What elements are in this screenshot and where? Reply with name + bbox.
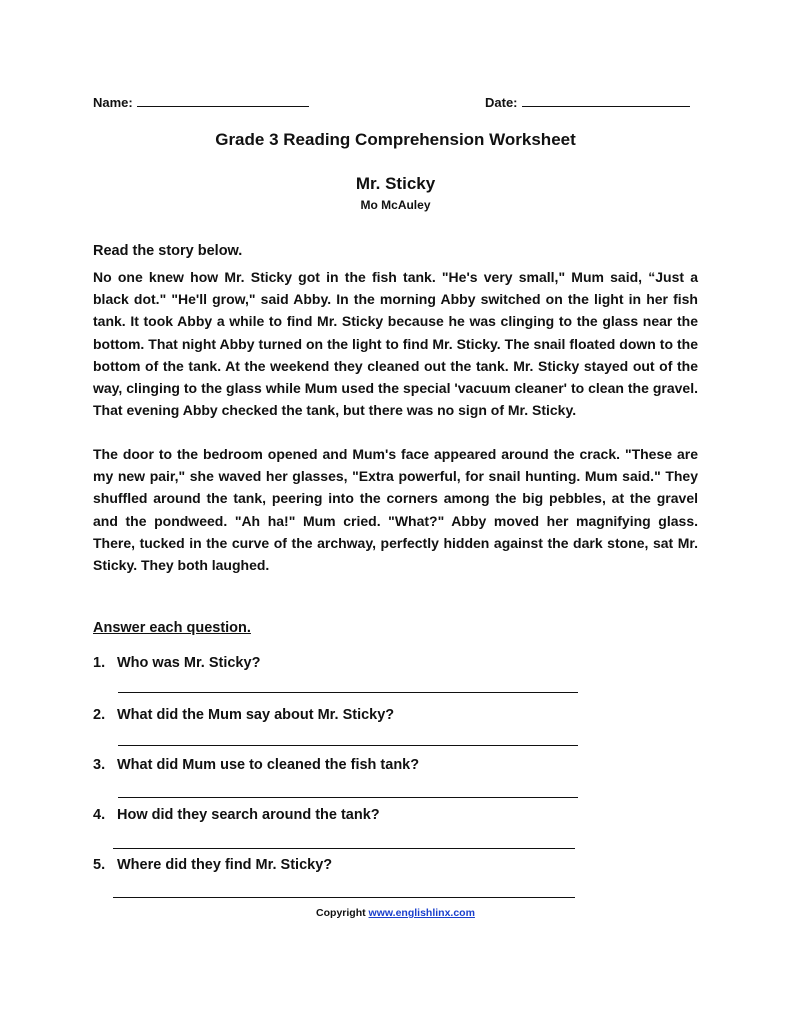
question-number: 5. (93, 857, 106, 873)
website-link[interactable]: www.englishlinx.com (368, 907, 475, 919)
date-blank-line[interactable] (522, 94, 690, 107)
question-5 (93, 857, 332, 873)
answer-line-2[interactable] (118, 745, 578, 746)
question-1 (93, 655, 260, 671)
question-text: What did the Mum say about Mr. Sticky? (117, 707, 395, 723)
answer-line-5[interactable] (113, 897, 575, 898)
question-number: 2. (93, 707, 106, 723)
question-number: 3. (93, 757, 106, 773)
date-label: Date: (485, 95, 518, 110)
question-text: Where did they find Mr. Sticky? (117, 857, 333, 873)
questions-heading: Answer each question. (93, 620, 251, 636)
question-text: Who was Mr. Sticky? (117, 655, 261, 671)
question-text: What did Mum use to cleaned the fish tank? (117, 757, 420, 773)
question-number: 4. (93, 807, 106, 823)
copyright-label: Copyright (316, 907, 366, 919)
story-title: Mr. Sticky (355, 174, 436, 193)
name-label: Name: (93, 95, 133, 110)
worksheet-title: Grade 3 Reading Comprehension Worksheet (215, 130, 576, 149)
question-2 (93, 707, 394, 723)
footer-copyright (0, 907, 791, 919)
question-text: How did they search around the tank? (117, 807, 380, 823)
story-paragraph-2: The door to the bedroom opened and Mum's face appeared around the crack. "These are my new pair," she waved her glasses, "Extra powerful, for snail hunting. Mum said." They shuffled around the tank, peering into the corners among the big pebbles, at the gravel and the pondweed. "Ah ha!" Mum cried. "What?" Abby moved her magnifying glass. There, tucked in the curve of the archway, perfectly hidden against the dark stone, sat Mr. Sticky. They both laughed. (93, 446, 698, 574)
name-field (93, 94, 309, 110)
date-field (485, 94, 690, 110)
story-instruction: Read the story below. (93, 243, 243, 259)
question-number: 1. (93, 655, 106, 671)
answer-line-3[interactable] (118, 797, 578, 798)
answer-line-1[interactable] (118, 692, 578, 693)
question-4 (93, 807, 380, 823)
story-paragraph-1: No one knew how Mr. Sticky got in the fish tank. "He's very small," Mum said, “Just a black dot." "He'll grow," said Abby. In the morning Abby switched on the light in her fish tank. It took Abby a while to find Mr. Sticky because he was clinging to the glass near the bottom. That night Abby turned on the light to find Mr. Sticky. The snail floated down to the bottom of the tank. At the weekend they cleaned out the tank. Mr. Sticky stayed out of the way, clinging to the glass while Mum used the special 'vacuum cleaner' to clean the gravel. That evening Abby checked the tank, but there was no sign of Mr. Sticky. (93, 269, 698, 419)
answer-line-4[interactable] (113, 848, 575, 849)
name-blank-line[interactable] (137, 94, 309, 107)
question-3 (93, 757, 419, 773)
story-author: Mo McAuley (360, 198, 431, 212)
